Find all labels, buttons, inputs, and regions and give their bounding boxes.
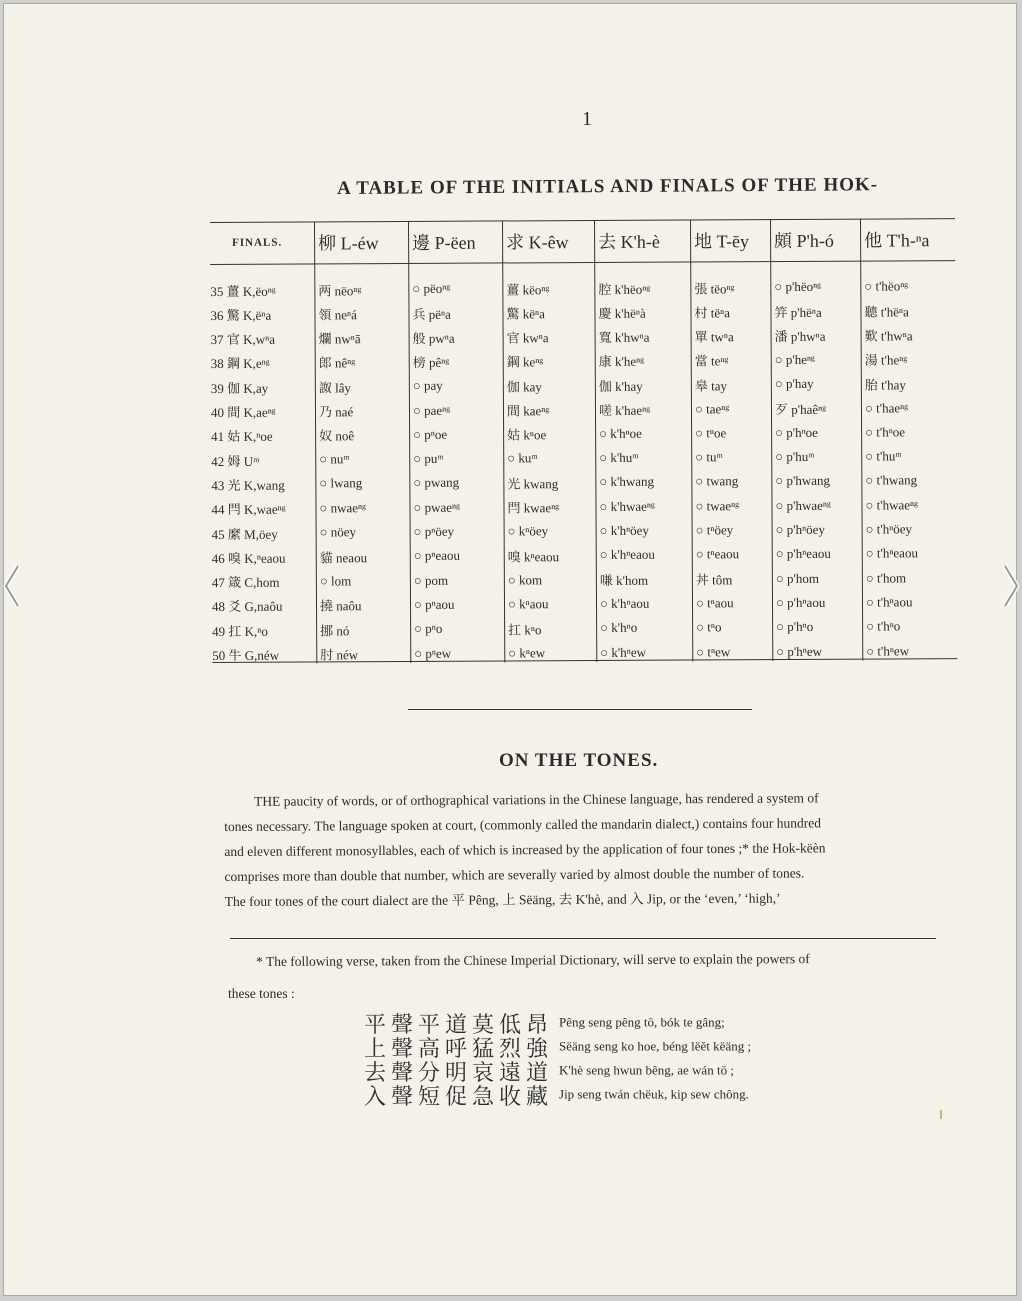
table-cell: 官 kwⁿa xyxy=(506,330,549,346)
table-cell: ○ p'hⁿeaou xyxy=(775,546,831,562)
final-cell: 38 鋼 K,eⁿᵍ xyxy=(210,356,270,372)
table-cell: ○ t'hⁿoe xyxy=(865,424,906,440)
table-cell: ○ taeⁿᵍ xyxy=(694,400,730,416)
table-cell: ○ tⁿaou xyxy=(695,595,734,611)
table-cell: 扛 kⁿo xyxy=(508,621,542,638)
header-initial-7: 他 T'h-ⁿa xyxy=(864,230,930,251)
table-cell: ○ pⁿoe xyxy=(413,426,448,442)
table-cell: ○ pëoⁿᵍ xyxy=(412,280,451,296)
final-cell: 49 扛 K,ⁿo xyxy=(212,623,268,639)
header-initial-3: 求 K-êw xyxy=(506,232,569,253)
table-cell: 光 kwang xyxy=(507,476,559,492)
table-cell: ○ p'hwang xyxy=(775,473,831,489)
table-cell: 爛 nwⁿā xyxy=(318,331,361,347)
table-cell: ○ p'hom xyxy=(775,570,819,586)
verse-romanized: Sëäng seng ko hoe, béng lëĕt këäng ; xyxy=(559,1038,752,1054)
table-cell: ○ tⁿoe xyxy=(695,425,727,441)
table-cell: 撓 naôu xyxy=(319,598,362,614)
table-cell: ○ t'hⁿöey xyxy=(865,521,913,537)
table-cell: ○ pⁿöey xyxy=(413,523,455,539)
final-cell: 39 伽 K,ay xyxy=(210,380,269,396)
table-cell: ○ k'hⁿo xyxy=(600,619,638,636)
table-cell: ○ kⁿaou xyxy=(507,596,549,612)
table-cell: ○ nöey xyxy=(319,524,357,540)
table-cell: ○ t'haeⁿᵍ xyxy=(864,399,909,416)
table-cell: ○ tⁿöey xyxy=(695,522,734,538)
table-cell: ○ pⁿaou xyxy=(413,596,455,612)
table-cell: ○ pom xyxy=(413,572,449,588)
table-cell: ○ k'hⁿoe xyxy=(599,425,642,441)
table-cell: ○ tuᵐ xyxy=(695,449,723,465)
table-cell: ○ k'hwang xyxy=(599,474,655,490)
paragraph-line: comprises more than double that number, which are severally varied by almost double the number of tones. xyxy=(224,865,805,884)
table-row xyxy=(211,420,956,448)
footnote-divider xyxy=(230,938,936,939)
table-cell: ○ nwaeⁿᵍ xyxy=(319,499,367,516)
table-cell: 姑 kⁿoe xyxy=(507,427,547,443)
table-cell: 腔 k'hëoⁿᵍ xyxy=(598,281,651,297)
table-cell: ○ paeⁿᵍ xyxy=(412,402,451,418)
table-cell: 丼 tôm xyxy=(695,572,733,588)
table-cell: ○ kⁿöey xyxy=(507,523,549,539)
divider xyxy=(408,709,752,710)
table-cell: 貓 neaou xyxy=(319,549,368,566)
table-row xyxy=(211,493,956,521)
table-cell: ○ tⁿew xyxy=(696,643,731,659)
table-cell: ○ tⁿeaou xyxy=(695,546,740,562)
table-cell: ○ p'hⁿaou xyxy=(775,594,826,610)
table-cell: 皋 tay xyxy=(694,377,728,394)
final-cell: 48 爻 G,naôu xyxy=(211,599,283,615)
table-row xyxy=(210,274,955,302)
final-cell: 44 閂 K,waeⁿᵍ xyxy=(211,501,286,518)
table-cell: 两 nëoⁿᵍ xyxy=(318,282,362,298)
table-cell: 閂 kwaeⁿᵍ xyxy=(507,500,560,516)
paragraph-line: and eleven different monosyllables, each of which is increased by the application of four tones ;* the Hok-këèn xyxy=(224,840,826,859)
verse-romanized: Pêng seng pêng tō, bók te gâng; xyxy=(559,1014,725,1030)
final-cell: 43 光 K,wang xyxy=(211,477,285,493)
table-cell: ○ p'heⁿᵍ xyxy=(774,351,815,367)
table-row xyxy=(212,590,957,618)
table-cell: 歹 p'haêⁿᵍ xyxy=(774,401,827,418)
table-cell: ○ k'hwaeⁿᵍ xyxy=(599,498,655,514)
table-row xyxy=(210,298,955,326)
table-cell: ○ k'hⁿaou xyxy=(599,595,650,611)
table-row xyxy=(212,566,957,594)
table-cell: 般 pwⁿa xyxy=(412,330,455,347)
paragraph-line: THE paucity of words, or of orthographical variations in the Chinese language, has rendered a system of xyxy=(254,790,819,809)
table-cell: 當 teⁿᵍ xyxy=(694,353,729,369)
table-cell: ○ t'hëoⁿᵍ xyxy=(864,278,909,294)
page-number: 1 xyxy=(582,108,592,130)
document-page xyxy=(3,3,1017,1296)
paragraph-line: tones necessary. The language spoken at court, (commonly called the mandarin dialect,) contains four hundred xyxy=(224,815,822,834)
table-cell: 乃 naé xyxy=(318,404,354,420)
table-cell: 領 neⁿá xyxy=(318,307,357,323)
table-cell: ○ pⁿew xyxy=(414,645,452,661)
table-cell: 兵 pëⁿa xyxy=(412,306,451,322)
table-row xyxy=(211,444,956,472)
header-initial-2: 邊 P-ëen xyxy=(412,232,476,253)
table-cell: ○ t'huᵐ xyxy=(865,448,902,464)
table-cell: 湯 t'heⁿᵍ xyxy=(864,352,908,368)
table-row xyxy=(212,639,957,667)
table-cell: ○ nuᵐ xyxy=(319,451,350,467)
table-cell: ○ p'hwaeⁿᵍ xyxy=(775,497,831,513)
table-cell: ○ puᵐ xyxy=(413,450,444,467)
table-cell: ○ pⁿeaou xyxy=(413,547,461,564)
table-cell: ○ k'huᵐ xyxy=(599,449,639,466)
header-initial-5: 地 T-ēy xyxy=(694,231,749,252)
final-cell: 46 嗅 K,ⁿeaou xyxy=(211,550,286,566)
table-cell: ○ t'hⁿew xyxy=(866,642,910,659)
table-cell: 間 kaeⁿᵍ xyxy=(506,403,550,419)
final-cell: 36 驚 K,ëⁿa xyxy=(210,307,272,323)
table-row xyxy=(212,541,957,569)
table-cell: 伽 k'hay xyxy=(598,378,643,394)
table-cell: 肘 néw xyxy=(320,647,359,663)
table-row xyxy=(211,347,956,375)
chevron-right-icon[interactable] xyxy=(1001,562,1021,610)
table-cell: ○ k'hⁿeaou xyxy=(599,546,655,563)
table-row xyxy=(211,396,956,424)
table-cell: ○ lom xyxy=(319,572,352,589)
table-cell: 慶 k'hëⁿà xyxy=(598,305,646,321)
final-cell: 35 薑 K,ëoⁿᵍ xyxy=(210,283,276,299)
final-cell: 45 縻 M,öey xyxy=(211,526,278,542)
verse-line xyxy=(364,1080,749,1111)
verse-romanized: Jip seng twán chëuk, kip sew chông. xyxy=(559,1086,749,1102)
final-cell: 50 牛 G,néw xyxy=(212,647,280,663)
table-cell: 康 k'heⁿᵍ xyxy=(598,354,645,370)
table-cell: 驚 këⁿa xyxy=(506,306,545,322)
table-cell: 榜 pêⁿᵍ xyxy=(412,355,450,371)
table-row xyxy=(211,468,956,496)
table-cell: ○ pay xyxy=(412,377,443,394)
table-cell: ○ p'hⁿöey xyxy=(775,521,825,538)
table-cell: ○ p'hⁿoe xyxy=(775,424,818,440)
table-cell: 張 tëoⁿᵍ xyxy=(694,280,735,296)
final-cell: 42 姆 Uᵐ xyxy=(211,453,260,469)
table-row xyxy=(212,517,957,545)
footnote-line: * The following verse, taken from the Chinese Imperial Dictionary, will serve to explain the powers of xyxy=(256,951,810,969)
table-cell: ○ kom xyxy=(507,571,543,588)
table-cell: ○ tⁿo xyxy=(696,619,722,635)
paper-speck xyxy=(940,1110,942,1119)
table-row xyxy=(211,323,956,351)
table-cell: ○ t'hⁿeaou xyxy=(865,545,918,561)
table-cell: ○ p'huᵐ xyxy=(775,448,815,465)
verse-chinese: 入聲短促急收藏 xyxy=(364,1084,554,1109)
header-initial-6: 頗 P'h-ó xyxy=(774,230,834,252)
table-cell: ○ p'hëoⁿᵍ xyxy=(774,278,822,295)
table-cell: ○ kⁿew xyxy=(508,644,546,660)
table-cell: 薑 këoⁿᵍ xyxy=(506,281,550,297)
table-cell: ○ lwang xyxy=(319,475,363,491)
table-cell: 伽 kay xyxy=(506,378,542,395)
table-cell: ○ p'hay xyxy=(774,376,814,392)
table-cell: ○ pwaeⁿᵍ xyxy=(413,499,461,515)
section-heading: ON THE TONES. xyxy=(499,750,659,771)
footnote-line: these tones : xyxy=(228,986,295,1001)
table-cell: 歎 t'hwⁿa xyxy=(864,328,913,344)
chevron-left-icon[interactable] xyxy=(2,562,22,610)
table-cell: ○ t'hⁿaou xyxy=(865,594,913,610)
table-title: A TABLE OF THE INITIALS AND FINALS OF THE HOK- xyxy=(337,174,879,199)
table-cell: ○ p'hⁿew xyxy=(776,643,822,659)
final-cell: 41 姑 K,ⁿoe xyxy=(211,428,273,445)
final-cell: 37 官 K,wⁿa xyxy=(210,331,276,348)
table-row xyxy=(211,371,956,399)
table-cell: 村 tëⁿa xyxy=(694,305,731,321)
header-initial-1: 柳 L-éw xyxy=(318,233,379,254)
final-cell: 47 箴 C,hom xyxy=(211,574,280,591)
verse-chinese: 平聲平道莫低昂 xyxy=(364,1012,554,1037)
table-cell: ○ k'hⁿew xyxy=(600,644,646,660)
table-cell: 挪 nó xyxy=(320,622,350,639)
table-cell: ○ pwang xyxy=(413,475,460,491)
final-cell: 40 間 K,aeⁿᵍ xyxy=(210,404,276,420)
table-cell: 嗛 k'hom xyxy=(599,572,649,589)
verse-chinese: 去聲分明哀遠道 xyxy=(364,1060,554,1085)
table-cell: 胎 t'hay xyxy=(864,377,906,393)
initials-finals-table xyxy=(210,218,957,664)
table-cell: ○ twaeⁿᵍ xyxy=(695,497,740,514)
table-cell: 單 twⁿa xyxy=(694,329,734,345)
table-cell: ○ t'hwang xyxy=(865,472,918,488)
table-cell: 鋼 keⁿᵍ xyxy=(506,354,544,370)
table-cell: ○ kuᵐ xyxy=(507,450,538,466)
table-cell: 嗅 kⁿeaou xyxy=(507,548,560,565)
table-cell: 笄 p'hëⁿa xyxy=(774,304,822,320)
paragraph-line: The four tones of the court dialect are the 平 Pêng, 上 Sëäng, 去 K'hè, and 入 Jip, or the ‘even,’ ‘high,’ xyxy=(224,890,781,909)
table-cell: 嗟 k'haeⁿᵍ xyxy=(598,402,651,418)
paragraph xyxy=(224,785,955,914)
table-cell: ○ t'hwaeⁿᵍ xyxy=(865,496,919,513)
verse-romanized: K'hè seng hwun bêng, ae wán tō ; xyxy=(559,1062,734,1078)
table-row xyxy=(212,614,957,642)
table-cell: 詉 lây xyxy=(318,379,352,396)
table-cell: ○ twang xyxy=(695,473,739,489)
table-cell: 潘 p'hwⁿa xyxy=(774,328,826,345)
table-cell: 郎 nêⁿᵍ xyxy=(318,355,356,371)
table-cell: ○ k'hⁿöey xyxy=(599,522,649,538)
verse-chinese: 上聲高呼猛烈強 xyxy=(364,1036,554,1061)
table-cell: ○ t'hom xyxy=(865,569,907,586)
table-cell: ○ pⁿo xyxy=(414,620,443,637)
table-cell: ○ p'hⁿo xyxy=(776,619,814,635)
table-cell: 聽 t'hëⁿa xyxy=(864,304,909,320)
table-cell: 寬 k'hwⁿa xyxy=(598,329,650,346)
header-finals: FINALS. xyxy=(232,236,283,249)
table-cell: ○ t'hⁿo xyxy=(866,618,901,634)
table-cell: 奴 noê xyxy=(319,428,355,444)
header-initial-4: 去 K'h-è xyxy=(598,231,660,252)
